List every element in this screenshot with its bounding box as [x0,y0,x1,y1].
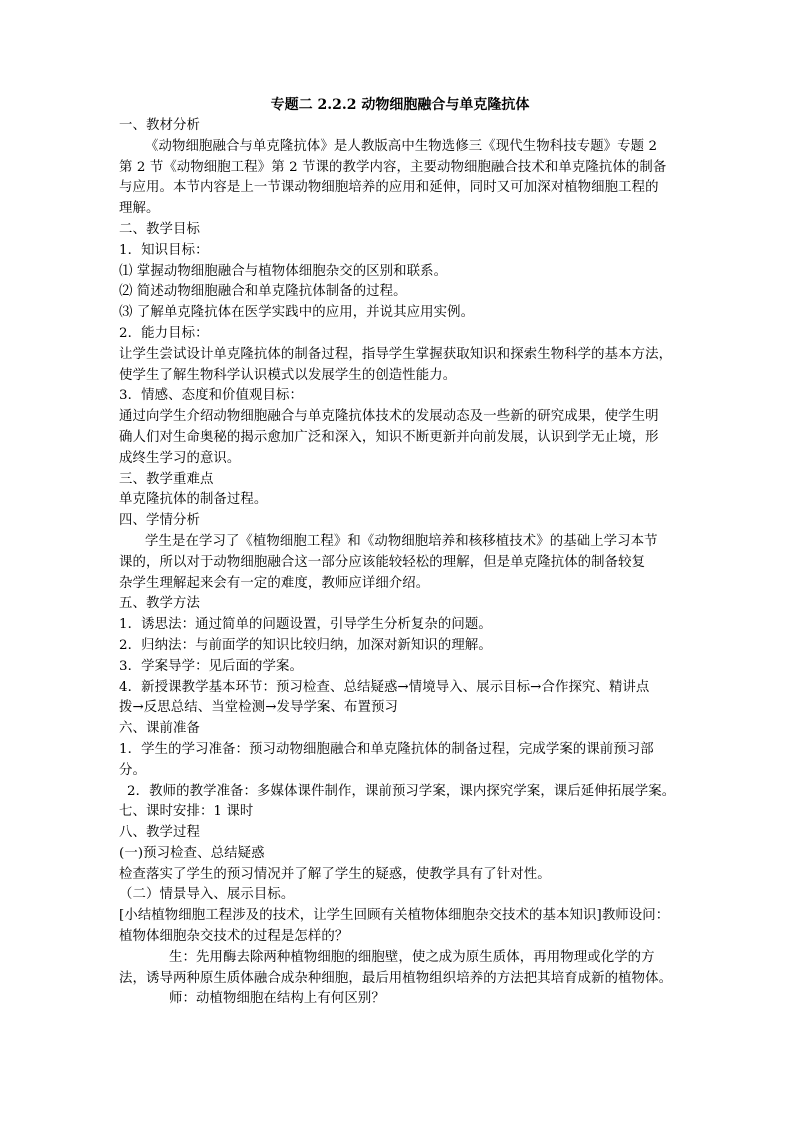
section-heading: 四、学情分析 [119,513,200,529]
document-page [119,95,681,1010]
paragraph-line: 与应用。本节内容是上一节课动物细胞培养的应用和延伸，同时又可加深对植物细胞工程的 [119,180,659,196]
section-heading: 五、教学方法 [119,596,200,612]
paragraph-line: 学生是在学习了《植物细胞工程》和《动物细胞培养和核移植技术》的基础上学习本节 [145,533,658,549]
list-item: ⑶ 了解单克隆抗体在医学实践中的应用，并说其应用实例。 [119,305,475,321]
section-heading: 六、课前准备 [119,721,200,737]
paragraph-line: 杂学生理解起来会有一定的难度，教师应详细介绍。 [119,575,430,591]
document-title: 专题二 2.2.2 动物细胞融合与单克隆抗体 [270,97,530,113]
list-item: ⑴ 掌握动物细胞融合与植物体细胞杂交的区别和联系。 [119,263,448,279]
paragraph-line: [小结植物细胞工程涉及的技术，让学生回顾有关植物体细胞杂交技术的基本知识]教师设问： [119,908,670,924]
list-item: ⑵ 简述动物细胞融合和单克隆抗体制备的过程。 [119,284,407,300]
section-heading: 二、教学目标 [119,221,200,237]
list-item: 2．教师的教学准备：多媒体课件制作，课前预习学案，课内探究学案，课后延伸拓展学案。 [127,783,676,799]
subsection-heading: (一)预习检查、总结疑惑 [119,845,265,861]
paragraph-line: 使学生了解生物科学认识模式以发展学生的创造性能力。 [119,367,457,383]
section-heading: 八、教学过程 [119,825,200,841]
paragraph-line: 理解。 [119,201,160,217]
paragraph-line: 通过向学生介绍动物细胞融合与单克隆抗体技术的发展动态及一些新的研究成果，使学生明 [119,409,659,425]
paragraph-line: 法，诱导两种原生质体融合成杂种细胞，最后用植物组织培养的方法把其培育成新的植物体。 [119,970,673,986]
list-item: 1．学生的学习准备：预习动物细胞融合和单克隆抗体的制备过程，完成学案的课前预习部 [119,741,654,757]
list-item: 2．归纳法：与前面学的知识比较归纳，加深对新知识的理解。 [119,637,492,653]
dialogue-line: 生：先用酶去除两种植物细胞的细胞壁，使之成为原生质体，再用物理或化学的方 [169,949,655,965]
paragraph-line: 分。 [119,762,146,778]
list-item: 1．诱思法：通过简单的问题设置，引导学生分析复杂的问题。 [119,617,492,633]
section-heading: 三、教学重难点 [119,471,214,487]
list-item: 4．新授课教学基本环节：预习检查、总结疑惑→情境导入、展示目标→合作探究、精讲点 [119,679,650,695]
paragraph-line: 让学生尝试设计单克隆抗体的制备过程，指导学生掌握获取知识和探索生物科学的基本方法， [119,346,673,362]
list-item: 3．学案导学：见后面的学案。 [119,658,303,674]
subsection-heading: 1．知识目标： [119,242,209,258]
paragraph-line: 成终生学习的意识。 [119,450,241,466]
paragraph-line: 拨→反思总结、当堂检测→发导学案、布置预习 [119,700,398,716]
paragraph-line: 检查落实了学生的预习情况并了解了学生的疑惑，使教学具有了针对性。 [119,866,551,882]
paragraph-line: 单克隆抗体的制备过程。 [119,492,268,508]
subsection-heading: 3．情感、态度和价值观目标： [119,388,303,404]
section-heading: 七、课时安排：1 课时 [119,804,254,820]
paragraph-line: 植物体细胞杂交技术的过程是怎样的？ [119,929,349,945]
dialogue-line: 师：动植物细胞在结构上有何区别？ [169,991,385,1007]
subsection-heading: 2．能力目标： [119,325,209,341]
subsection-heading: （二）情景导入、展示目标。 [119,887,295,903]
paragraph-line: 确人们对生命奥秘的揭示愈加广泛和深入，知识不断更新并向前发展，认识到学无止境，形 [119,429,659,445]
paragraph-line: 课的，所以对于动物细胞融合这一部分应该能较轻松的理解，但是单克隆抗体的制备较复 [119,554,646,570]
paragraph-line: 第 2 节《动物细胞工程》第 2 节课的教学内容，主要动物细胞融合技术和单克隆抗体的制备 [119,159,667,175]
section-heading: 一、教材分析 [119,118,200,133]
paragraph-line: 《动物细胞融合与单克隆抗体》是人教版高中生物选修三《现代生物科技专题》专题 2 [145,138,658,154]
